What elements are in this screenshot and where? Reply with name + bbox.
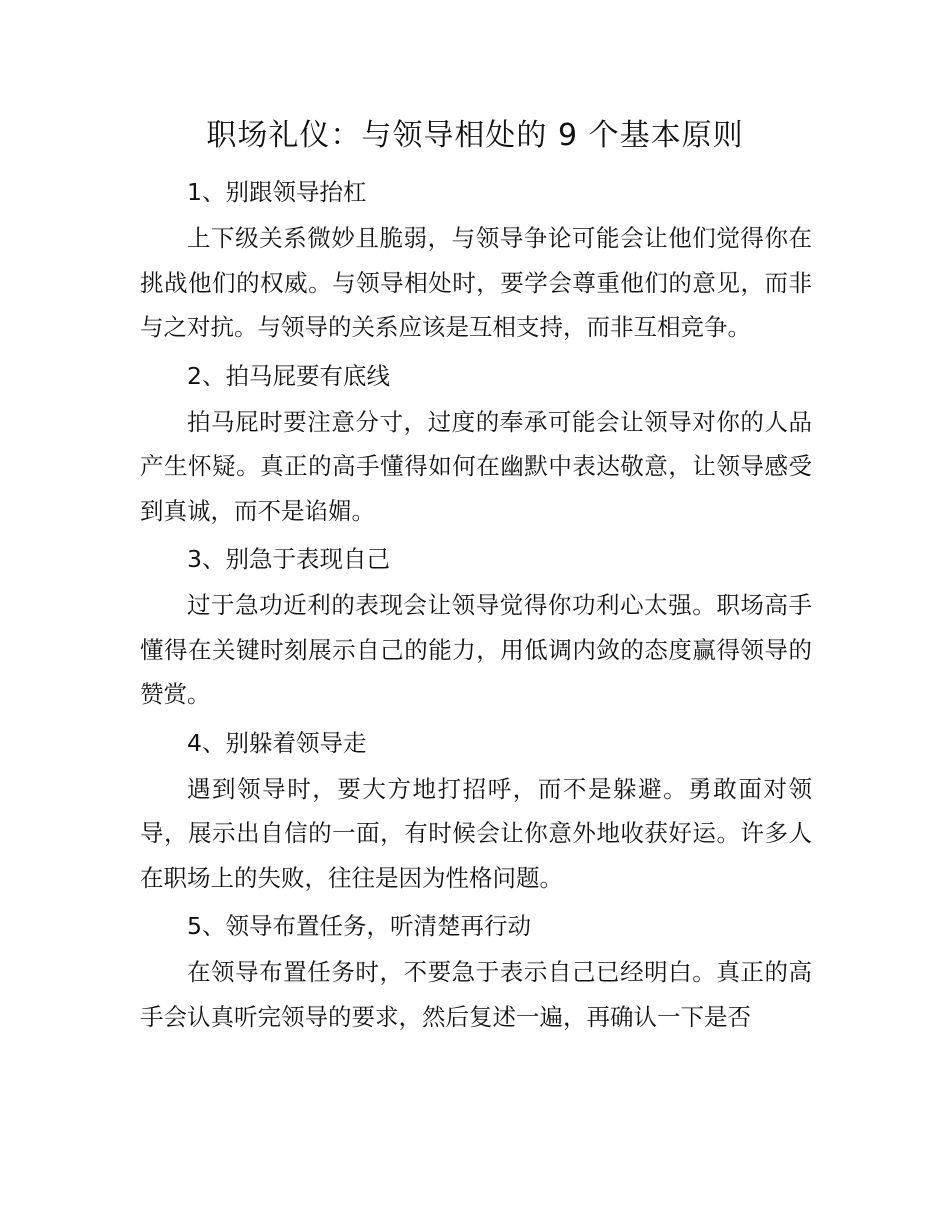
section-paragraph-4: 遇到领导时，要大方地打招呼，而不是躲避。勇敢面对领导，展示出自信的一面，有时候会让你意外地收获好运。许多人在职场上的失败，往往是因为性格问题。 [140, 774, 812, 892]
section-paragraph-2: 拍马屁时要注意分寸，过度的奉承可能会让领导对你的人品产生怀疑。真正的高手懂得如何在幽默中表达敬意，让领导感受到真诚，而不是谄媚。 [140, 407, 812, 525]
section-heading-1: 1、别跟领导抬杠 [187, 178, 367, 206]
section-heading-4: 4、别躲着领导走 [187, 728, 367, 757]
section-paragraph-1: 上下级关系微妙且脆弱，与领导争论可能会让他们觉得你在挑战他们的权威。与领导相处时，要学会尊重他们的意见，而非与之对抗。与领导的关系应该是互相支持，而非互相竞争。 [140, 224, 812, 341]
section-heading-2: 2、拍马屁要有底线 [187, 361, 390, 390]
section-heading-3: 3、别急于表现自己 [187, 545, 390, 573]
section-heading-5: 5、领导布置任务，听清楚再行动 [187, 912, 531, 940]
document-title: 职场礼仪：与领导相处的 9 个基本原则 [206, 118, 744, 153]
document-body [140, 170, 812, 1043]
section-paragraph-3: 过于急功近利的表现会让领导觉得你功利心太强。职场高手懂得在关键时刻展示自己的能力，用低调内敛的态度赢得领导的赞赏。 [140, 591, 812, 708]
section-paragraph-5: 在领导布置任务时，不要急于表示自己已经明白。真正的高手会认真听完领导的要求，然后复述一遍，再确认一下是否 [140, 958, 812, 1031]
